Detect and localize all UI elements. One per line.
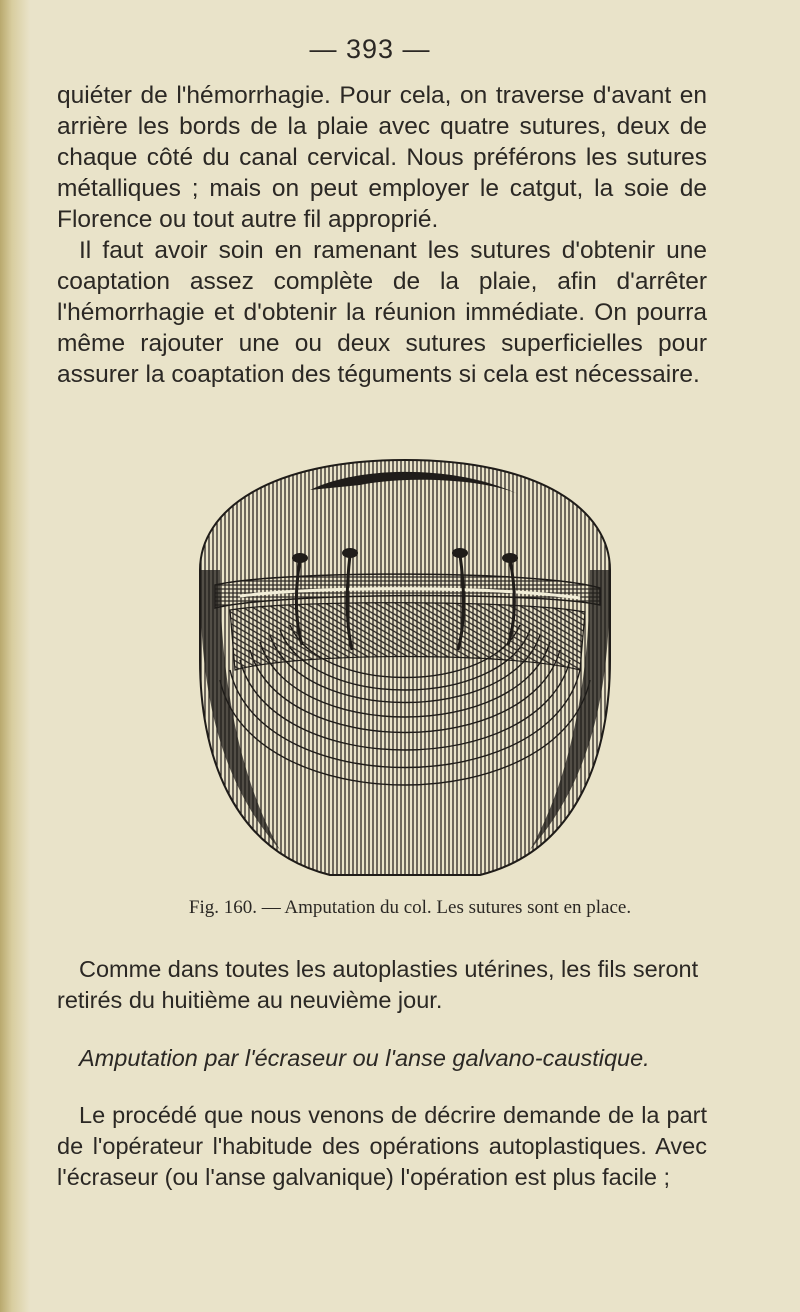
paragraph-2: Il faut avoir soin en ramenant les sutures d'obtenir une coaptation assez complète de la plaie, afin d'arrêter l'hémorrhagie et d'obtenir la réunion immédiate. On pourra même rajouter une ou deux sutures superficielles pour assurer la coaptation des téguments si cela est nécessaire. <box>57 237 707 388</box>
paragraph-3: Comme dans toutes les autoplasties utérines, les fils seront retirés du huitième au neuvième jour. <box>57 956 699 1013</box>
paragraph-4: Le procédé que nous venons de décrire demande de la part de l'opérateur l'habitude des opérations autoplastiques. Avec l'écraseur (ou l'anse galvanique) l'opération est plus facile ; <box>57 1102 707 1190</box>
page-number: — 393 — <box>309 34 431 64</box>
section-title: Amputation par l'écraseur ou l'anse galvano-caustique. <box>79 1045 650 1071</box>
page-binding-edge <box>0 0 30 1312</box>
paragraph-1: quiéter de l'hémorrhagie. Pour cela, on traverse d'avant en arrière les bords de la plaie avec quatre sutures, deux de chaque côté du canal cervical. Nous préférons les sutures métalliques ; mais on peut employer le catgut, la soie de Florence ou tout autre fil approprié. <box>57 82 707 233</box>
figure-caption: Fig. 160. — Amputation du col. Les sutures sont en place. <box>188 897 632 918</box>
figure-cervix-amputation-illustration <box>160 420 650 885</box>
engraving-illustration <box>160 420 650 885</box>
